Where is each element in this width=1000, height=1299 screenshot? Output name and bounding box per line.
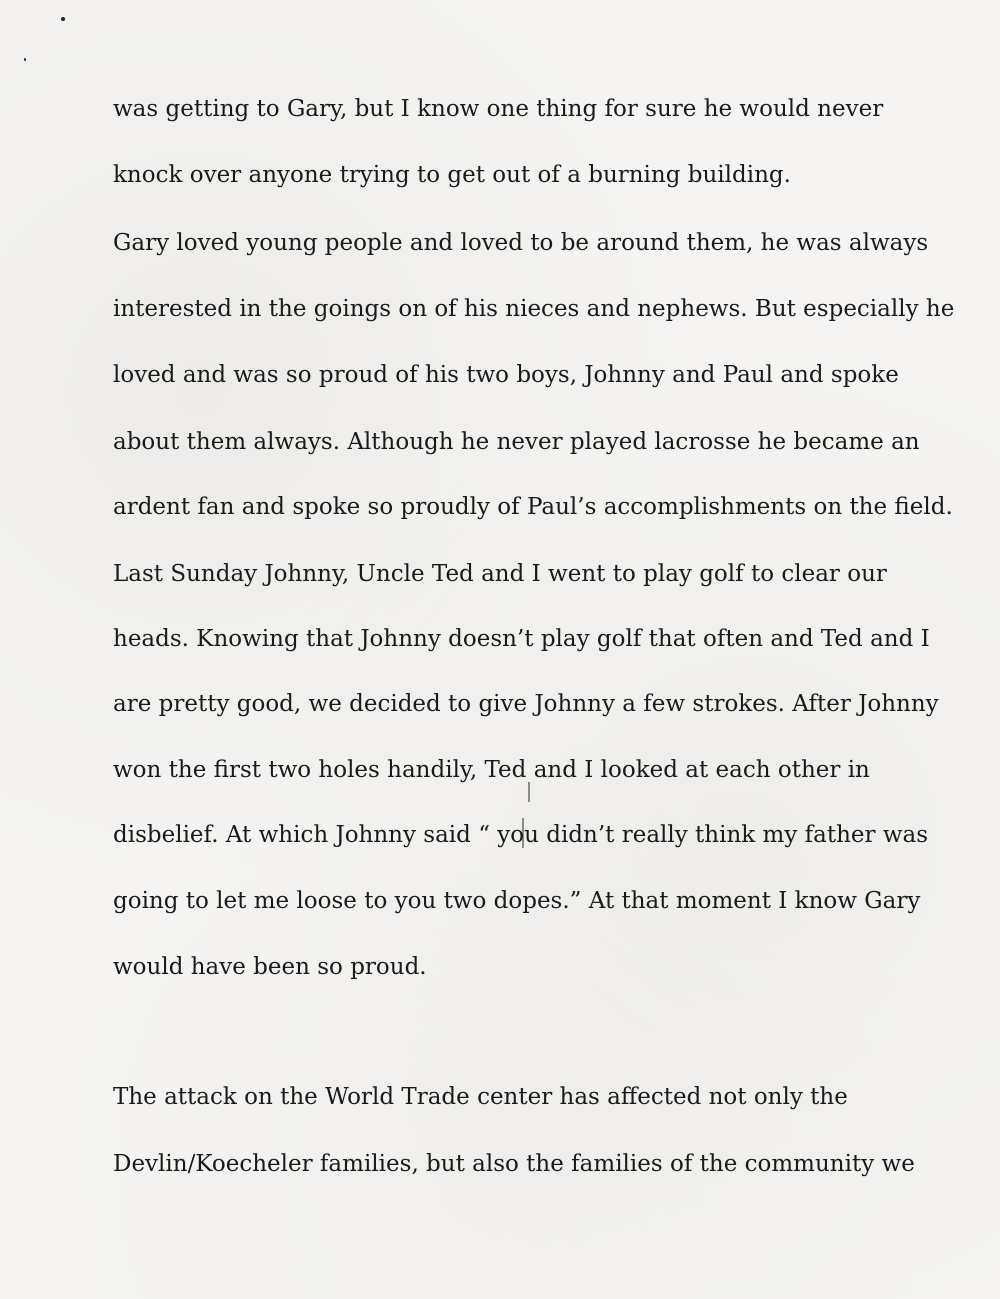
scan-speck <box>24 58 26 61</box>
text-line: Last Sunday Johnny, Uncle Ted and I went to play golf to clear our <box>113 561 887 587</box>
text-line: interested in the goings on of his nieces and nephews. But especially he <box>113 296 955 322</box>
text-line: Devlin/Koecheler families, but also the families of the community we <box>113 1151 915 1177</box>
text-line: Gary loved young people and loved to be around them, he was always <box>113 230 929 256</box>
text-line: won the first two holes handily, Ted and I looked at each other in <box>113 757 870 783</box>
text-line: The attack on the World Trade center has affected not only the <box>113 1084 848 1110</box>
text-line: disbelief. At which Johnny said “ you didn’t really think my father was <box>113 822 929 848</box>
scan-speck <box>61 17 65 21</box>
text-line: heads. Knowing that Johnny doesn’t play golf that often and Ted and I <box>113 626 930 652</box>
text-line: would have been so proud. <box>113 954 427 980</box>
text-line: knock over anyone trying to get out of a burning building. <box>113 162 791 188</box>
scan-smudge <box>528 782 530 802</box>
text-line: going to let me loose to you two dopes.” At that moment I know Gary <box>113 888 921 914</box>
text-line: was getting to Gary, but I know one thing for sure he would never <box>113 96 884 122</box>
text-line: ardent fan and spoke so proudly of Paul’s accomplishments on the field. <box>113 494 953 520</box>
text-line: are pretty good, we decided to give Johnny a few strokes. After Johnny <box>113 691 939 717</box>
text-line: loved and was so proud of his two boys, Johnny and Paul and spoke <box>113 362 899 388</box>
text-line: about them always. Although he never played lacrosse he became an <box>113 429 920 455</box>
